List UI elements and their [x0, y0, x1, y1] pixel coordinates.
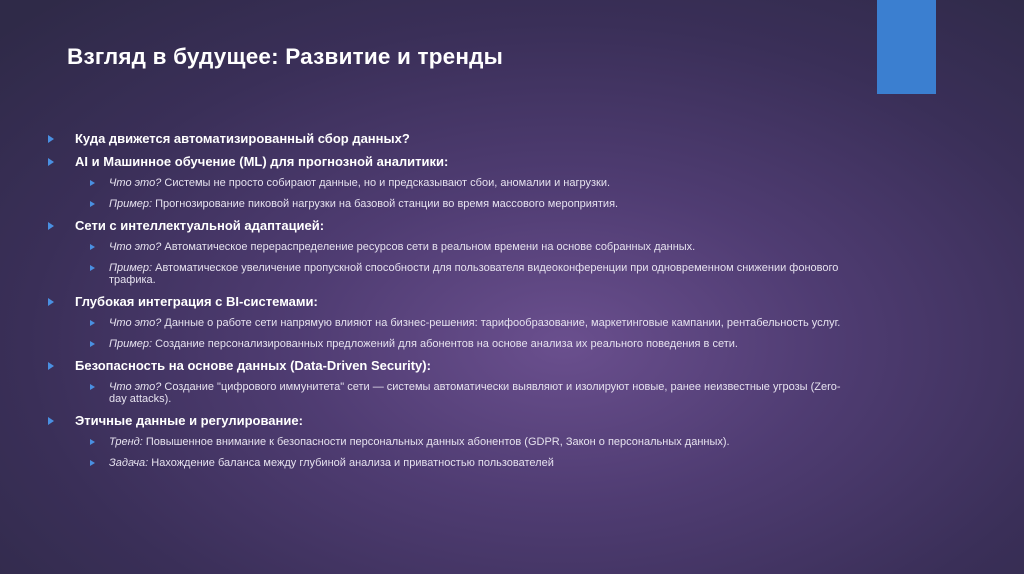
bullet-arrow-icon — [48, 298, 54, 306]
sub-bullet-text: Нахождение баланса между глубиной анализа и приватностью пользователей — [148, 457, 554, 469]
bullet-text: AI и Машинное обучение (ML) для прогнозной аналитики: — [75, 154, 449, 169]
bullet-arrow-icon — [48, 222, 54, 230]
sub-bullet-arrow-icon — [90, 320, 95, 326]
sub-bullet-item — [48, 198, 849, 210]
accent-bar — [877, 0, 936, 94]
sub-bullet-arrow-icon — [90, 439, 95, 445]
sub-bullet-arrow-icon — [90, 460, 95, 466]
bullet-text: Безопасность на основе данных (Data-Driven Security): — [75, 358, 431, 373]
bullet-text: Куда движется автоматизированный сбор данных? — [75, 131, 410, 146]
bullet-arrow-icon — [48, 135, 54, 143]
sub-bullet-arrow-icon — [90, 201, 95, 207]
sub-bullet-text: Данные о работе сети напрямую влияют на бизнес-решения: тарифообразование, маркетинговые кампании, рентабельность услуг. — [161, 317, 841, 329]
bullet-arrow-icon — [48, 417, 54, 425]
sub-bullet-lead: Что это? — [109, 241, 162, 253]
bullet-item — [48, 358, 848, 374]
sub-bullet-arrow-icon — [90, 341, 95, 347]
sub-bullet-lead: Пример: — [109, 262, 153, 274]
sub-bullet-item — [48, 262, 849, 286]
bullet-arrow-icon — [48, 362, 54, 370]
sub-bullet-text: Автоматическое перераспределение ресурсов сети в реальном времени на основе собранных данных. — [161, 241, 696, 253]
sub-bullet-item — [48, 436, 849, 448]
sub-bullet-item — [48, 317, 849, 329]
sub-bullet-item — [48, 457, 849, 469]
sub-bullet-text: Создание персонализированных предложений для абонентов на основе анализа их реального поведения в сети. — [152, 338, 738, 350]
bullet-item — [48, 294, 848, 310]
bullet-text: Глубокая интеграция с BI-системами: — [75, 294, 318, 309]
sub-bullet-item — [48, 177, 849, 189]
slide-title: Взгляд в будущее: Развитие и тренды — [67, 44, 504, 69]
sub-bullet-lead: Что это? — [109, 381, 162, 393]
sub-bullet-item — [48, 338, 849, 350]
sub-bullet-lead: Пример: — [109, 338, 153, 350]
sub-bullet-lead: Задача: — [109, 457, 149, 469]
sub-bullet-item — [48, 381, 849, 405]
sub-bullet-arrow-icon — [90, 265, 95, 271]
sub-bullet-lead: Что это? — [109, 317, 162, 329]
sub-bullet-text: Системы не просто собирают данные, но и предсказывают сбои, аномалии и нагрузки. — [161, 177, 611, 189]
bullet-arrow-icon — [48, 158, 54, 166]
bullet-list — [48, 131, 848, 477]
sub-bullet-arrow-icon — [90, 180, 95, 186]
bullet-text: Сети с интеллектуальной адаптацией: — [75, 218, 325, 233]
bullet-text: Этичные данные и регулирование: — [75, 413, 303, 428]
sub-bullet-text: Создание "цифрового иммунитета" сети — системы автоматически выявляют и изолируют новые, ранее неизвестные угрозы (Zero-day attacks). — [109, 381, 841, 405]
sub-bullet-lead: Пример: — [109, 198, 153, 210]
bullet-item — [48, 154, 848, 170]
sub-bullet-text: Автоматическое увеличение пропускной способности для пользователя видеоконференции при одновременном снижении фонового трафика. — [109, 262, 839, 286]
bullet-item — [48, 413, 848, 429]
sub-bullet-lead: Тренд: — [109, 436, 143, 448]
sub-bullet-lead: Что это? — [109, 177, 162, 189]
sub-bullet-arrow-icon — [90, 244, 95, 250]
sub-bullet-text: Прогнозирование пиковой нагрузки на базовой станции во время массового мероприятия. — [152, 198, 619, 210]
sub-bullet-item — [48, 241, 849, 253]
sub-bullet-arrow-icon — [90, 384, 95, 390]
bullet-item — [48, 131, 848, 147]
sub-bullet-text: Повышенное внимание к безопасности персональных данных абонентов (GDPR, Закон о персональных данных). — [142, 436, 730, 448]
bullet-item — [48, 218, 848, 234]
